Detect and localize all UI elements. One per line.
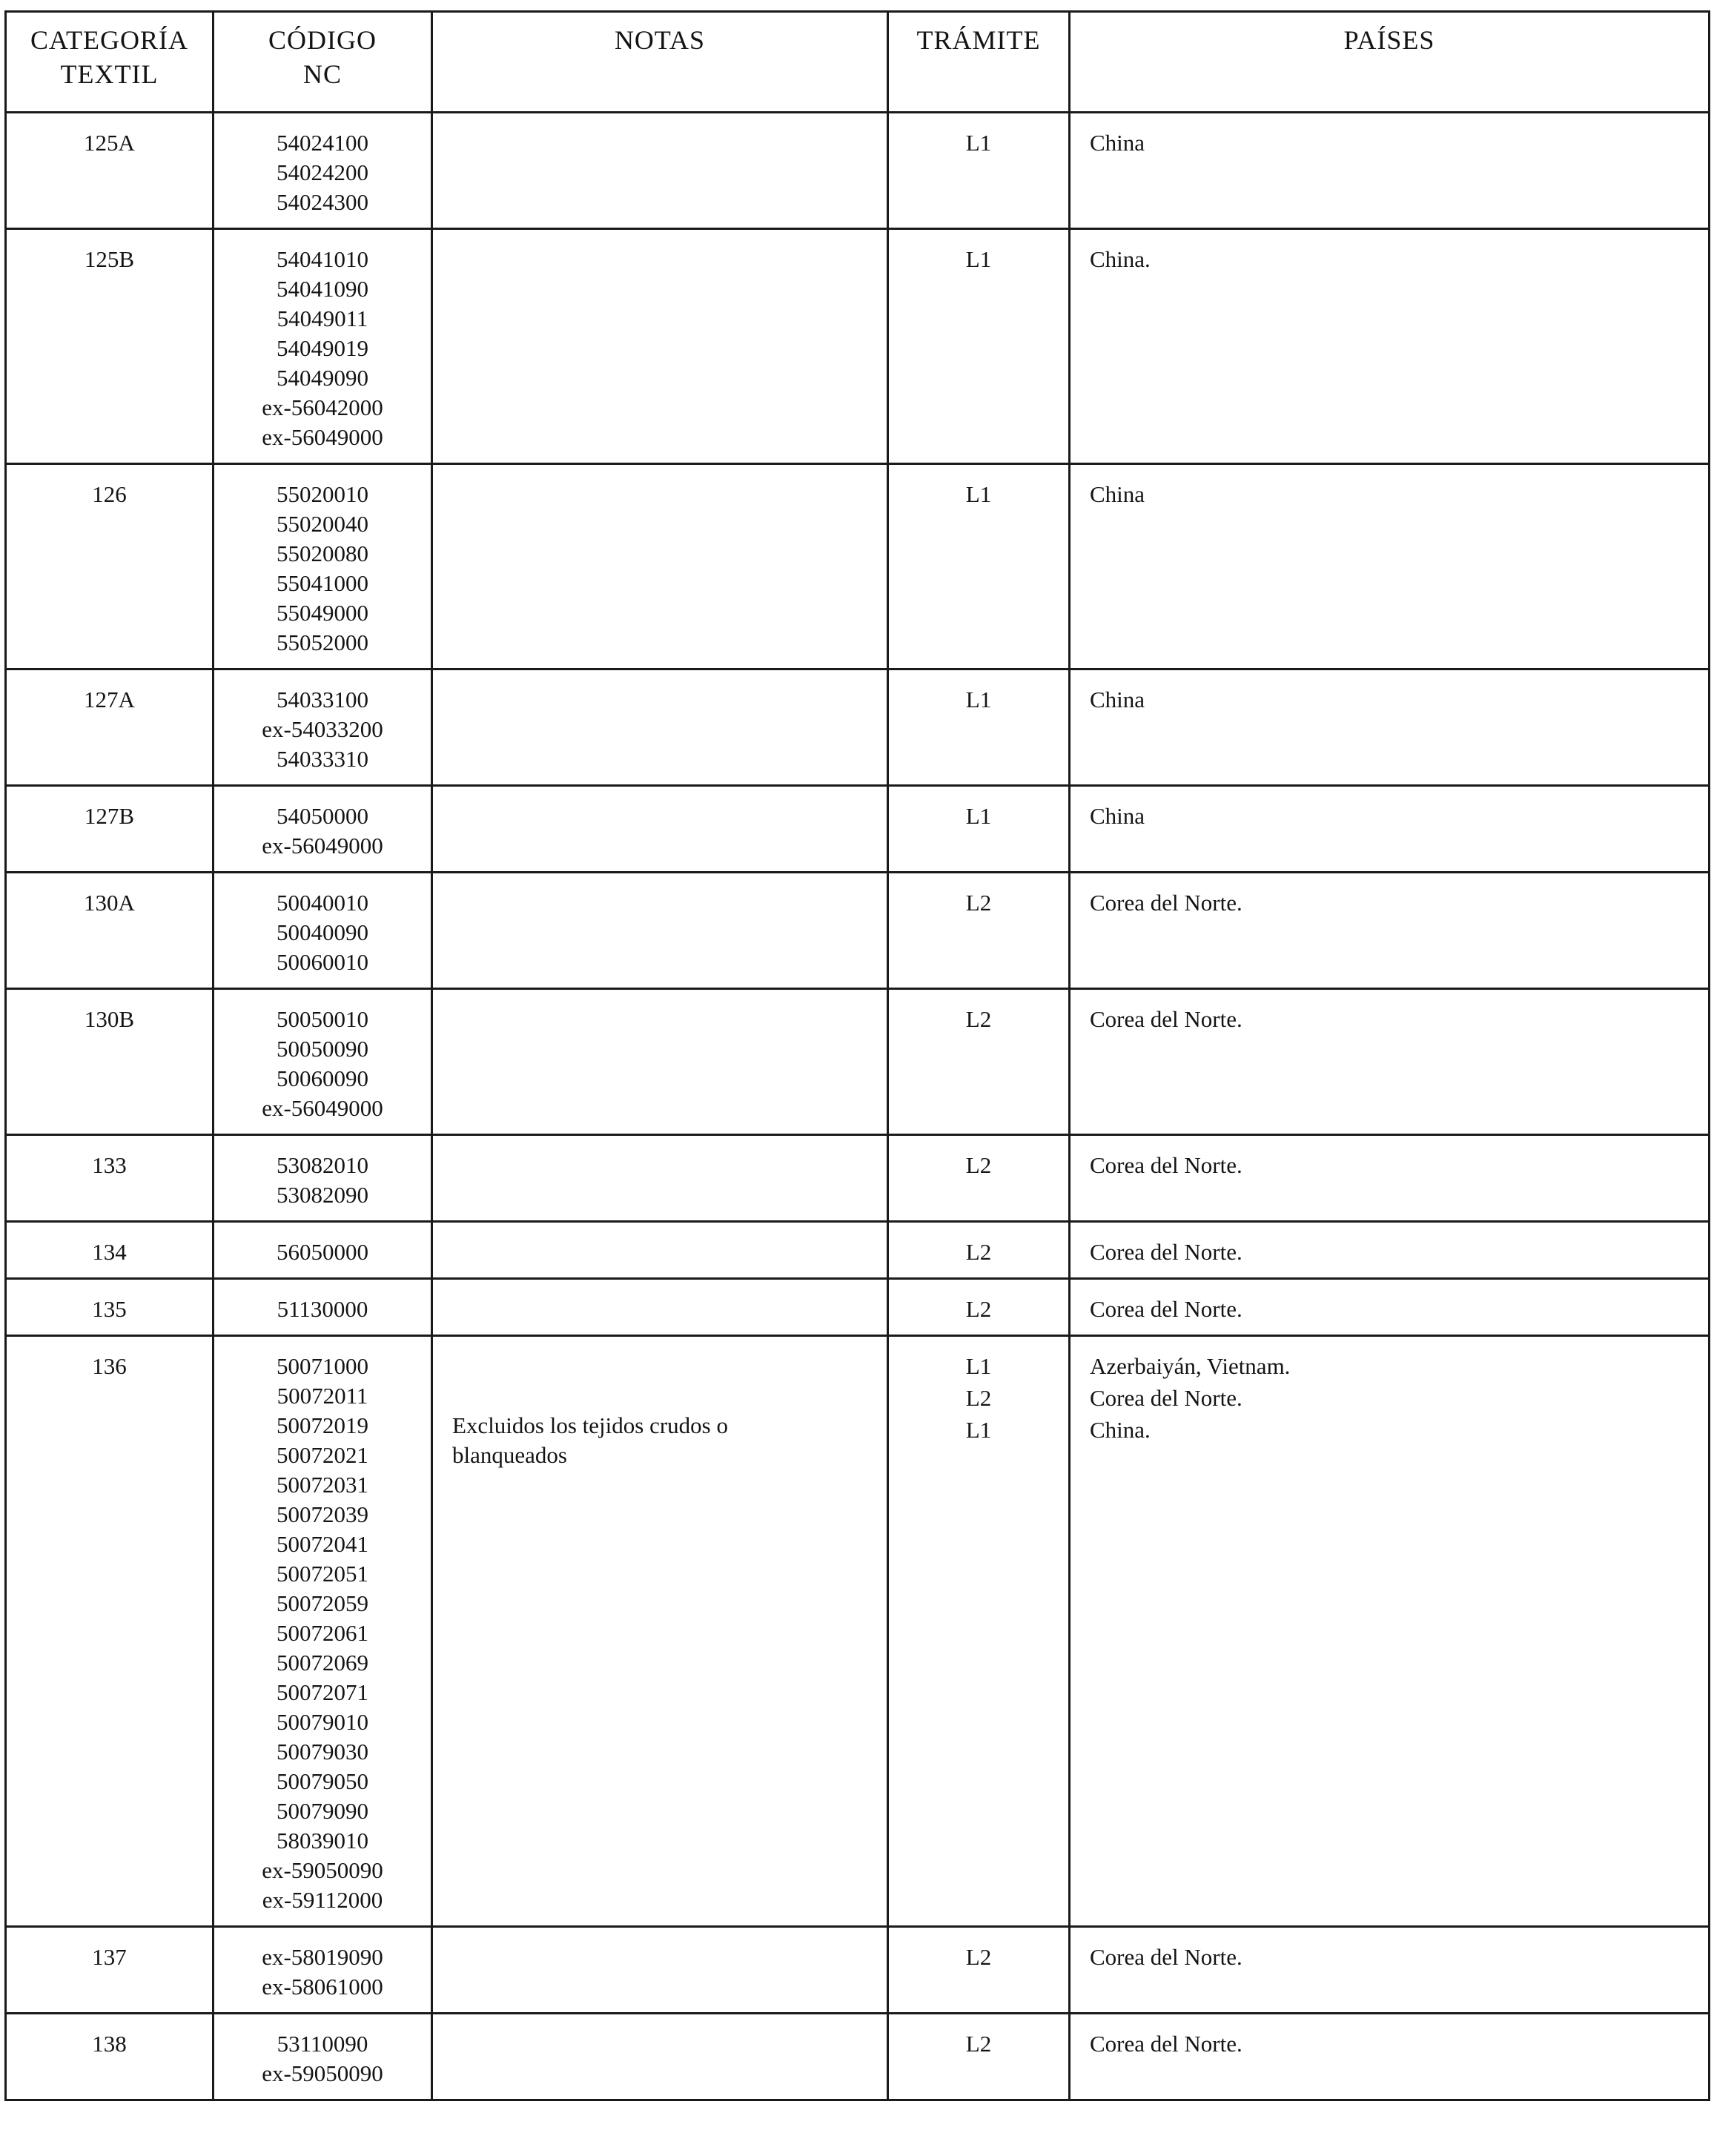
nc-code: 53082010 [277, 1152, 368, 1178]
nc-code: 54049090 [277, 365, 368, 391]
category-cell: 136 [6, 1336, 214, 1927]
category-cell: 135 [6, 1279, 214, 1336]
nc-codes-cell [214, 113, 432, 229]
notes-cell [432, 1279, 888, 1336]
tramite-value: L2 [965, 1385, 992, 1411]
nc-code: 55020080 [277, 540, 368, 566]
nc-code: 50071000 [277, 1353, 368, 1379]
tramite-cell [888, 1927, 1070, 2014]
nc-code: 54049011 [277, 305, 368, 331]
category-cell: 126 [6, 464, 214, 669]
countries-cell [1070, 113, 1710, 229]
countries-cell [1070, 229, 1710, 464]
nc-code: 50050090 [277, 1036, 368, 1062]
table-row [6, 2014, 1710, 2100]
nc-code: 50040010 [277, 890, 368, 916]
category-cell: 138 [6, 2014, 214, 2100]
notes-cell [432, 1222, 888, 1279]
country-entry: Corea del Norte. [1090, 1152, 1243, 1178]
notes-cell [432, 669, 888, 786]
tramite-value: L2 [965, 1239, 992, 1265]
tramite-cell [888, 2014, 1070, 2100]
nc-code: 50079010 [277, 1709, 368, 1735]
header-notas: NOTAS [432, 12, 888, 113]
nc-code: ex-58061000 [262, 1974, 383, 2000]
nc-code: ex-58019090 [262, 1944, 383, 1970]
nc-code: 55020010 [277, 481, 368, 507]
tramite-cell [888, 464, 1070, 669]
country-entry: Corea del Norte. [1090, 2031, 1243, 2057]
notes-cell [432, 229, 888, 464]
nc-code: 58039010 [277, 1828, 368, 1854]
nc-codes-cell [214, 2014, 432, 2100]
document-page [4, 10, 1708, 2149]
table-row [6, 1927, 1710, 2014]
country-entry: Corea del Norte. [1090, 1385, 1243, 1411]
country-entry: China [1090, 687, 1145, 712]
nc-code: 50072061 [277, 1620, 368, 1646]
nc-code: 54033310 [277, 746, 368, 772]
table-row [6, 873, 1710, 989]
nc-code: ex-56042000 [262, 394, 383, 420]
table-row [6, 113, 1710, 229]
category-cell: 125B [6, 229, 214, 464]
tramite-value: L2 [965, 1944, 992, 1970]
nc-code: 55020040 [277, 511, 368, 537]
nc-codes-cell [214, 989, 432, 1135]
nc-code: 55041000 [277, 570, 368, 596]
nc-code: 54024200 [277, 159, 368, 185]
notes-cell [432, 464, 888, 669]
tramite-value: L1 [965, 1417, 992, 1443]
tramite-value: L2 [965, 1152, 992, 1178]
notes-cell [432, 2014, 888, 2100]
table-row [6, 786, 1710, 873]
nc-codes-cell [214, 1135, 432, 1222]
table-row [6, 1135, 1710, 1222]
category-cell: 125A [6, 113, 214, 229]
countries-cell [1070, 1336, 1710, 1927]
nc-code: 55049000 [277, 600, 368, 626]
nc-code: ex-59050090 [262, 1857, 383, 1883]
table-row [6, 669, 1710, 786]
header-row [6, 12, 1710, 113]
nc-code: 51130000 [277, 1296, 368, 1322]
category-cell: 127A [6, 669, 214, 786]
countries-cell [1070, 669, 1710, 786]
nc-code: 53082090 [277, 1182, 368, 1208]
country-entry: China [1090, 130, 1145, 156]
tramite-value: L2 [965, 890, 992, 916]
category-cell: 134 [6, 1222, 214, 1279]
nc-code: 54050000 [277, 803, 368, 829]
countries-cell [1070, 1927, 1710, 2014]
nc-code: 50072011 [277, 1383, 368, 1409]
tramite-value: L2 [965, 1006, 992, 1032]
tramite-value: L1 [965, 130, 992, 156]
tramite-value: L1 [965, 803, 992, 829]
nc-code: 50072039 [277, 1501, 368, 1527]
table-row [6, 989, 1710, 1135]
nc-code: 50079050 [277, 1768, 368, 1794]
nc-code: 50050010 [277, 1006, 368, 1032]
notes-cell [432, 786, 888, 873]
nc-codes-cell [214, 1336, 432, 1927]
nc-code: 50040090 [277, 919, 368, 945]
tramite-cell [888, 1279, 1070, 1336]
nc-codes-cell [214, 229, 432, 464]
tramite-value: L1 [965, 246, 992, 272]
nc-code: 54041090 [277, 276, 368, 302]
nc-code: 50072069 [277, 1650, 368, 1676]
header-codigo-nc: CÓDIGO NC [214, 12, 432, 113]
countries-cell [1070, 1222, 1710, 1279]
nc-code: ex-54033200 [262, 716, 383, 742]
nc-code: 54033100 [277, 687, 368, 712]
nc-code: 54049019 [277, 335, 368, 361]
countries-cell [1070, 464, 1710, 669]
nc-codes-cell [214, 1927, 432, 2014]
notes-cell [432, 1135, 888, 1222]
tramite-cell [888, 229, 1070, 464]
nc-code: ex-56049000 [262, 424, 383, 450]
country-entry: Corea del Norte. [1090, 1006, 1243, 1032]
nc-code: 50072031 [277, 1472, 368, 1498]
table-row [6, 229, 1710, 464]
nc-code: 50072041 [277, 1531, 368, 1557]
nc-code: ex-59112000 [262, 1887, 383, 1913]
header-categoria-textil: CATEGORÍA TEXTIL [6, 12, 214, 113]
notes-cell [432, 989, 888, 1135]
nc-codes-cell [214, 873, 432, 989]
table-row [6, 464, 1710, 669]
countries-cell [1070, 786, 1710, 873]
countries-cell [1070, 989, 1710, 1135]
notes-cell [432, 113, 888, 229]
country-entry: Corea del Norte. [1090, 1296, 1243, 1322]
nc-code: 50072021 [277, 1442, 368, 1468]
nc-code: 54024300 [277, 189, 368, 215]
notes-cell [432, 873, 888, 989]
nc-codes-cell [214, 786, 432, 873]
tramite-cell [888, 113, 1070, 229]
note-text: Excluidos los tejidos crudos o blanqueados [452, 1412, 728, 1468]
country-entry: Corea del Norte. [1090, 890, 1243, 916]
category-cell: 127B [6, 786, 214, 873]
nc-codes-cell [214, 1279, 432, 1336]
country-entry: Corea del Norte. [1090, 1239, 1243, 1265]
nc-code: 50072071 [277, 1679, 368, 1705]
nc-codes-cell [214, 669, 432, 786]
notes-cell [432, 1336, 888, 1927]
tramite-value: L2 [965, 2031, 992, 2057]
nc-code: 54041010 [277, 246, 368, 272]
nc-code: 50060010 [277, 949, 368, 975]
nc-code: 55052000 [277, 629, 368, 655]
country-entry: Corea del Norte. [1090, 1944, 1243, 1970]
nc-code: 50072051 [277, 1561, 368, 1587]
tramite-value: L1 [965, 481, 992, 507]
nc-code: 53110090 [277, 2031, 368, 2057]
header-paises: PAÍSES [1070, 12, 1710, 113]
tramite-cell [888, 989, 1070, 1135]
tramite-cell [888, 873, 1070, 989]
nc-code: 50072019 [277, 1412, 368, 1438]
nc-code: 54024100 [277, 130, 368, 156]
category-cell: 133 [6, 1135, 214, 1222]
nc-code: ex-59050090 [262, 2060, 383, 2086]
nc-code: ex-56049000 [262, 1095, 383, 1121]
nc-code: 56050000 [277, 1239, 368, 1265]
country-entry: China [1090, 481, 1145, 507]
nc-code: 50060090 [277, 1065, 368, 1091]
tramite-value: L1 [965, 687, 992, 712]
tramite-value: L2 [965, 1296, 992, 1322]
nc-codes-cell [214, 1222, 432, 1279]
tramite-cell [888, 1336, 1070, 1927]
tramite-cell [888, 1135, 1070, 1222]
header-tramite: TRÁMITE [888, 12, 1070, 113]
table-row [6, 1336, 1710, 1927]
nc-code: 50079030 [277, 1739, 368, 1765]
tramite-cell [888, 669, 1070, 786]
category-cell: 130B [6, 989, 214, 1135]
countries-cell [1070, 2014, 1710, 2100]
tramite-cell [888, 786, 1070, 873]
nc-code: ex-56049000 [262, 833, 383, 859]
category-cell: 137 [6, 1927, 214, 2014]
country-entry: Azerbaiyán, Vietnam. [1090, 1353, 1291, 1379]
tramite-value: L1 [965, 1353, 992, 1379]
country-entry: China. [1090, 1417, 1151, 1443]
table-row [6, 1222, 1710, 1279]
nc-code: 50072059 [277, 1590, 368, 1616]
nc-codes-cell [214, 464, 432, 669]
country-entry: China [1090, 803, 1145, 829]
nc-code: 50079090 [277, 1798, 368, 1824]
table-row [6, 1279, 1710, 1336]
country-entry: China. [1090, 246, 1151, 272]
tramite-cell [888, 1222, 1070, 1279]
textile-categories-table [4, 10, 1710, 2101]
category-cell: 130A [6, 873, 214, 989]
countries-cell [1070, 873, 1710, 989]
countries-cell [1070, 1135, 1710, 1222]
notes-cell [432, 1927, 888, 2014]
countries-cell [1070, 1279, 1710, 1336]
